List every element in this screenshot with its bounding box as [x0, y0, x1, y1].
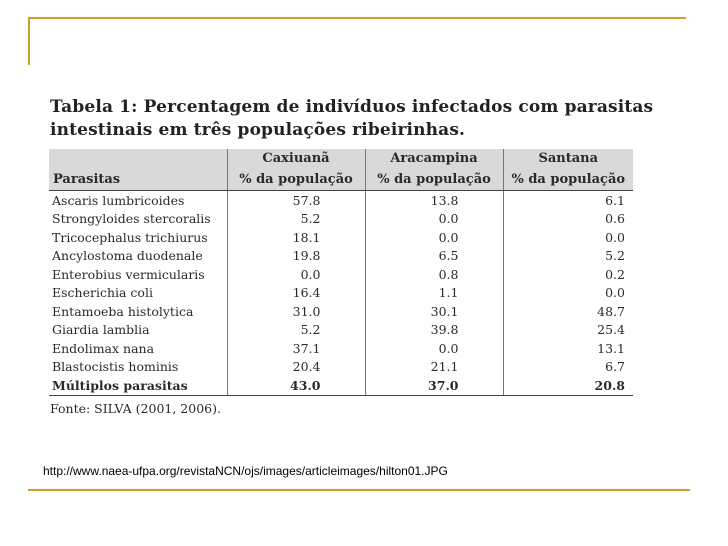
parasite-name-cell: Endolimax nana	[52, 340, 155, 356]
table-title-line-1: Tabela 1: Percentagem de indivíduos infectados com parasitas	[50, 97, 654, 117]
aracampina-value-cell: 21.1	[365, 358, 503, 377]
table-row	[49, 210, 633, 229]
table-row	[49, 265, 633, 284]
santana-value-cell: 6.7	[503, 358, 633, 377]
source-note: Fonte: SILVA (2001, 2006).	[50, 401, 221, 416]
santana-value-cell: 5.2	[503, 247, 633, 266]
table-row	[49, 247, 633, 266]
header-pct-santana: % da população	[503, 168, 633, 191]
santana-value-cell: 25.4	[503, 321, 633, 340]
header-empty-cell	[49, 149, 227, 168]
parasite-name-cell: Strongyloides stercoralis	[52, 211, 211, 227]
parasite-name-cell: Múltiplos parasitas	[49, 376, 227, 395]
santana-value-cell: 0.0	[503, 228, 633, 247]
caxiuana-value-cell: 18.1	[227, 228, 365, 247]
aracampina-value-cell: 1.1	[365, 284, 503, 303]
aracampina-value-cell: 39.8	[365, 321, 503, 340]
header-santana: Santana	[503, 149, 633, 168]
santana-value-cell: 13.1	[503, 339, 633, 358]
parasite-name-cell: Ancylostoma duodenale	[52, 248, 203, 264]
santana-value-cell: 0.6	[503, 210, 633, 229]
parasite-name-cell: Giardia lamblia	[52, 322, 150, 338]
table-row	[49, 228, 633, 247]
table-title	[50, 96, 654, 142]
caxiuana-value-cell: 19.8	[227, 247, 365, 266]
parasite-name-cell: Escherichia coli	[52, 285, 153, 301]
bottom-rule	[28, 489, 690, 491]
aracampina-value-cell: 0.0	[365, 210, 503, 229]
santana-value-cell: 6.1	[503, 191, 633, 210]
parasite-table	[49, 149, 633, 396]
caxiuana-value-cell: 20.4	[227, 358, 365, 377]
top-left-vertical-rule	[28, 17, 30, 65]
table-row	[49, 321, 633, 340]
table-title-line-2: intestinais em três populações ribeirinhas.	[50, 120, 466, 140]
image-url-caption: http://www.naea-ufpa.org/revistaNCN/ojs/images/articleimages/hilton01.JPG	[43, 464, 448, 478]
caxiuana-value-cell: 5.2	[227, 321, 365, 340]
caxiuana-value-cell: 16.4	[227, 284, 365, 303]
table-row	[49, 191, 633, 210]
santana-value-cell: 0.0	[503, 284, 633, 303]
aracampina-value-cell: 30.1	[365, 302, 503, 321]
caxiuana-value-cell: 37.1	[227, 339, 365, 358]
header-pct-aracampina: % da população	[365, 168, 503, 191]
table-row	[49, 284, 633, 303]
santana-value-cell: 0.2	[503, 265, 633, 284]
aracampina-value-cell: 0.8	[365, 265, 503, 284]
parasite-name-cell: Blastocistis hominis	[52, 359, 179, 375]
parasite-name-cell: Entamoeba histolytica	[52, 303, 194, 319]
caxiuana-value-cell: 31.0	[227, 302, 365, 321]
aracampina-value-cell: 37.0	[365, 376, 503, 395]
aracampina-value-cell: 0.0	[365, 228, 503, 247]
table-row	[49, 302, 633, 321]
caxiuana-value-cell: 0.0	[227, 265, 365, 284]
aracampina-value-cell: 13.8	[365, 191, 503, 210]
parasite-name-cell: Tricocephalus trichiurus	[52, 229, 208, 245]
santana-value-cell: 20.8	[503, 376, 633, 395]
top-rule	[28, 17, 686, 19]
caxiuana-value-cell: 43.0	[227, 376, 365, 395]
header-parasitas: Parasitas	[49, 168, 227, 191]
table-row	[49, 376, 633, 395]
aracampina-value-cell: 0.0	[365, 339, 503, 358]
table-row	[49, 339, 633, 358]
header-caxiuana: Caxiuanã	[227, 149, 365, 168]
caxiuana-value-cell: 5.2	[227, 210, 365, 229]
parasite-name-cell: Enterobius vermicularis	[52, 266, 205, 282]
aracampina-value-cell: 6.5	[365, 247, 503, 266]
santana-value-cell: 48.7	[503, 302, 633, 321]
header-row-labels	[49, 168, 633, 191]
header-pct-caxiuana: % da população	[227, 168, 365, 191]
header-row-sites	[49, 149, 633, 168]
parasite-name-cell: Ascaris lumbricoides	[52, 192, 185, 208]
header-aracampina: Aracampina	[365, 149, 503, 168]
caxiuana-value-cell: 57.8	[227, 191, 365, 210]
table-row	[49, 358, 633, 377]
